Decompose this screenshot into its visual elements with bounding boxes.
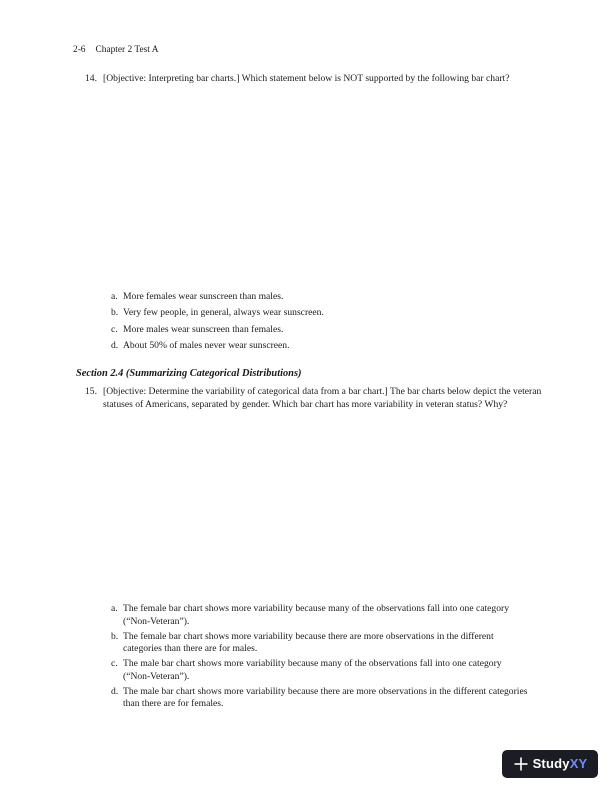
page-number: 2-6 (73, 45, 86, 55)
question-text: [Objective: Interpreting bar charts.] Which statement below is NOT supported by the following bar chart? (103, 73, 510, 84)
brand-name: StudyXY (532, 756, 588, 772)
option-d: d. About 50% of males never wear sunscreen. (111, 339, 290, 351)
question-15 (73, 386, 543, 411)
page-header (73, 44, 158, 56)
question-15-options (111, 603, 529, 713)
option-b: b. Very few people, in general, always wear sunscreen. (111, 307, 324, 319)
section-heading: Section 2.4 (Summarizing Categorical Distributions) (76, 368, 302, 379)
option-a: a. More females wear sunscreen than males. (111, 291, 284, 302)
option-b: b. The female bar chart shows more variability because there are more observations in the different categories than there are for males. (111, 630, 494, 655)
bar-chart-placeholder (100, 105, 540, 287)
option-c: c. More males wear sunscreen than females. (111, 323, 284, 335)
question-14 (73, 73, 543, 86)
bar-chart-placeholder (100, 438, 540, 598)
question-number: 14. (85, 73, 97, 84)
question-number: 15. (85, 386, 97, 397)
studyxy-badge[interactable] (502, 750, 598, 778)
option-d: d. The male bar chart shows more variability because there are more observations in the different categories than there are for females. (111, 685, 528, 710)
option-a: a. The female bar chart shows more variability because many of the observations fall into one category (“Non-Veteran”). (111, 603, 510, 627)
plus-icon (513, 756, 529, 772)
question-14-options (111, 291, 531, 356)
chapter-title: Chapter 2 Test A (95, 45, 159, 55)
question-text: [Objective: Determine the variability of categorical data from a bar chart.] The bar charts below depict the veteran statuses of Americans, separated by gender. Which bar chart has more variability in veteran status? Why? (103, 386, 542, 410)
brand-accent: XY (569, 756, 588, 772)
option-c: c. The male bar chart shows more variability because many of the observations fall into one category (“Non-Veteran”). (111, 658, 502, 682)
